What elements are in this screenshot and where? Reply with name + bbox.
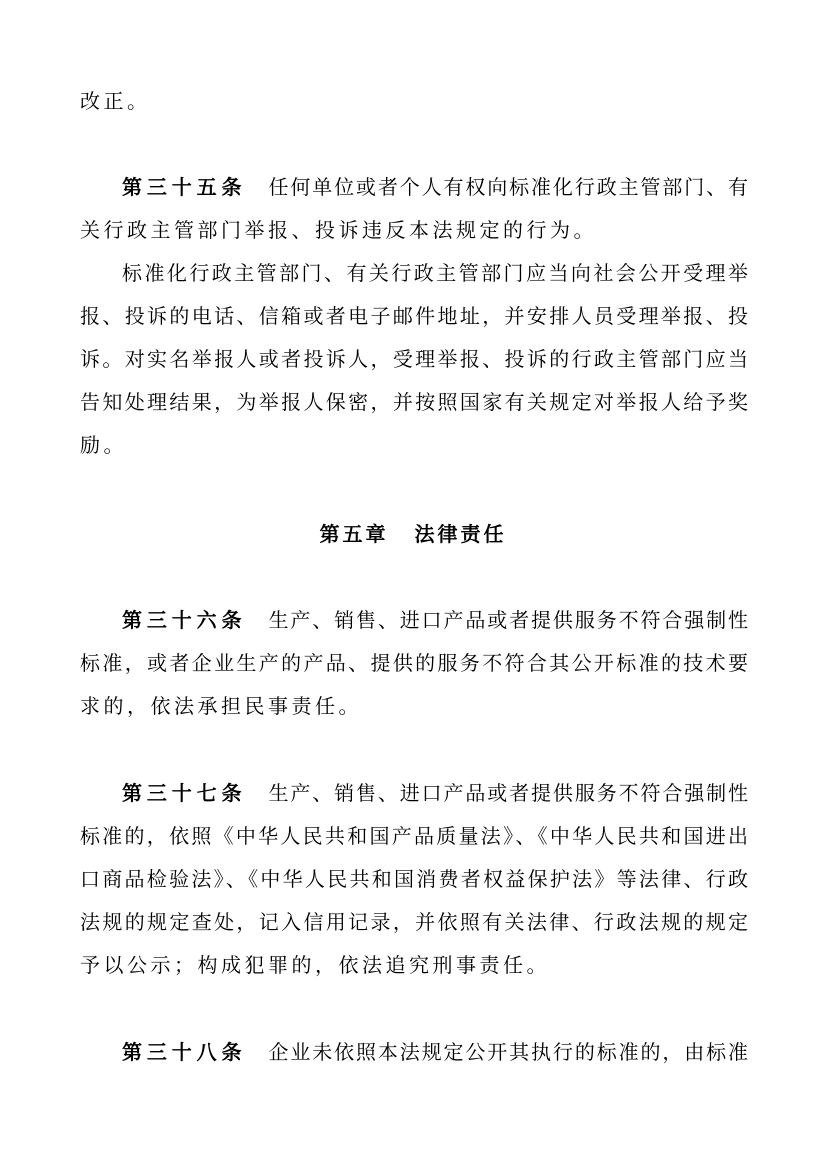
article-36-line [80, 648, 748, 678]
text-line: 生产、销售、进口产品或者提供服务不符合强制性 [268, 781, 749, 805]
chapter-heading [0, 519, 826, 549]
article-35-paragraph-2-line [80, 387, 748, 417]
text-line: 法规的规定查处，记入信用记录，并依照有关法律、行政法规的规定 [80, 910, 748, 934]
text-line: 告知处理结果，为举报人保密，并按照国家有关规定对举报人给予奖 [80, 390, 748, 414]
text-line: 标准的，依照《中华人民共和国产品质量法》、《中华人民共和国进出 [80, 824, 748, 848]
article-35-line [80, 215, 748, 245]
text-line: 生产、销售、进口产品或者提供服务不符合强制性 [268, 608, 749, 632]
article-38-first-line [122, 1037, 748, 1067]
text-line: 企业未依照本法规定公开其执行的标准的，由标准 [268, 1040, 749, 1064]
text-line: 口商品检验法》、《中华人民共和国消费者权益保护法》等法律、行政 [80, 867, 748, 891]
article-36-first-line [122, 605, 748, 635]
article-35-paragraph-2-line [80, 301, 748, 331]
article-37-line [80, 821, 748, 851]
article-37-title: 第三十七条 [122, 781, 247, 805]
paragraph-fragment [80, 86, 748, 116]
text-line: 报、投诉的电话、信箱或者电子邮件地址，并安排人员受理举报、投 [80, 304, 748, 328]
article-35-paragraph-2-line [80, 344, 748, 374]
article-37-line [80, 907, 748, 937]
article-36-line [80, 691, 748, 721]
article-35-title: 第三十五条 [122, 175, 247, 199]
text-line: 任何单位或者个人有权向标准化行政主管部门、有 [268, 175, 749, 199]
chapter-title: 法律责任 [414, 522, 507, 546]
article-37-line [80, 864, 748, 894]
article-37-first-line [122, 778, 748, 808]
article-36-title: 第三十六条 [122, 608, 247, 632]
text-line: 予以公示；构成犯罪的，依法追究刑事责任。 [80, 953, 550, 977]
text-line: 改正。 [80, 89, 151, 113]
text-line: 励。 [80, 433, 127, 457]
text-line: 标准，或者企业生产的产品、提供的服务不符合其公开标准的技术要 [80, 651, 748, 675]
article-35-paragraph-2-line [122, 258, 748, 288]
text-line: 关行政主管部门举报、投诉违反本法规定的行为。 [80, 218, 597, 242]
text-line: 求的，依法承担民事责任。 [80, 694, 362, 718]
text-line: 标准化行政主管部门、有关行政主管部门应当向社会公开受理举 [122, 261, 748, 285]
article-37-line [80, 950, 748, 980]
text-line: 诉。对实名举报人或者投诉人，受理举报、投诉的行政主管部门应当 [80, 347, 748, 371]
article-35-paragraph-2-line [80, 430, 748, 460]
article-38-title: 第三十八条 [122, 1040, 247, 1064]
article-35-first-line [122, 172, 748, 202]
chapter-number: 第五章 [319, 522, 389, 546]
